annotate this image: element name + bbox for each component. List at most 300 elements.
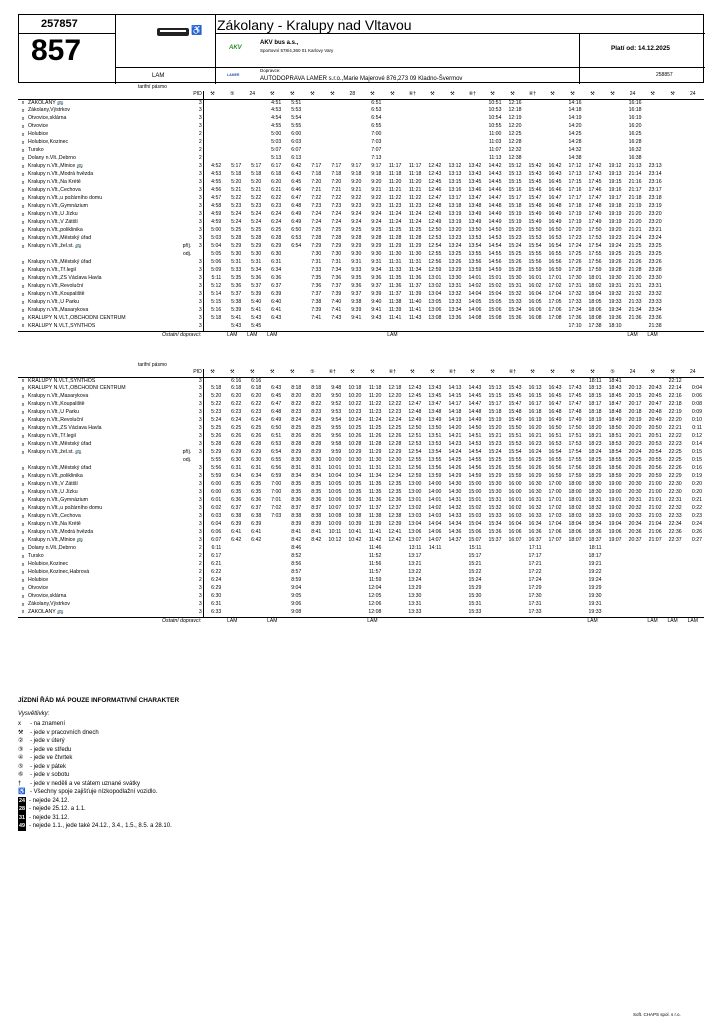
departure-time: 5:07	[271, 147, 282, 154]
departure-time: 22:29	[668, 473, 682, 480]
departure-time: 14:31	[448, 497, 462, 504]
departure-time: 16:18	[528, 409, 542, 416]
departure-time	[503, 593, 523, 601]
departure-time: 18:20	[588, 425, 602, 432]
departure-time: 18:36	[588, 529, 602, 536]
arr-dep-label	[163, 609, 193, 617]
on-request-mark: x	[21, 569, 25, 576]
departure-time: 15:54	[528, 243, 542, 250]
departure-time: 19:16	[608, 187, 622, 194]
departure-time	[543, 147, 563, 155]
departure-time: 5:22	[251, 195, 262, 202]
departure-time: 6:36	[251, 497, 262, 504]
departure-time	[644, 561, 664, 569]
on-request-mark: x	[21, 187, 25, 194]
on-request-mark: x	[21, 299, 25, 306]
departure-time: 17:33	[528, 609, 542, 616]
departure-time	[483, 609, 503, 617]
departure-time: 23:21	[648, 227, 662, 234]
departure-time: 11:03	[488, 139, 502, 146]
departure-time: 7:30	[311, 251, 322, 258]
departure-time: 11:52	[368, 553, 382, 560]
departure-time	[383, 577, 403, 585]
departure-time: 10:00	[328, 457, 342, 464]
carrier-code	[323, 617, 343, 625]
carrier-code	[604, 617, 624, 625]
stop-name: KRALUPY N.VLT.,SYNTHOS	[28, 323, 96, 330]
stop-name: Kralupy n.Vlt.,u požárního domu	[28, 505, 103, 512]
departure-time: 5:18	[231, 171, 242, 178]
stop-name: Kralupy n.Vlt.,u požárního domu	[28, 195, 103, 202]
departure-time	[644, 147, 664, 155]
departure-time	[483, 377, 503, 385]
departure-time: 6:34	[251, 473, 262, 480]
departure-time: 6:49	[271, 417, 282, 424]
departure-time: 17:25	[568, 251, 582, 258]
departure-time: 15:33	[468, 609, 482, 616]
column-note: ⚒	[423, 91, 443, 99]
carrier-code	[543, 331, 563, 339]
departure-time: 10:09	[328, 521, 342, 528]
departure-time: 15:42	[528, 163, 542, 170]
departure-time: 21:33	[628, 299, 642, 306]
departure-time	[323, 147, 343, 155]
departure-time: 11:22	[368, 401, 382, 408]
departure-time	[223, 115, 243, 123]
departure-time: 16:29	[528, 473, 542, 480]
departure-time: 15:04	[468, 521, 482, 528]
departure-time: 7:39	[331, 291, 342, 298]
departure-time: 18:34	[588, 521, 602, 528]
stop-name: Kralupy n.Vlt.,žel.st. 🚌	[28, 243, 82, 250]
departure-time	[503, 569, 523, 577]
departure-time: 11:36	[368, 497, 382, 504]
departure-time	[604, 147, 624, 155]
departure-time: 11:28	[368, 441, 382, 448]
column-note: ⚒	[283, 91, 303, 99]
departure-time	[664, 315, 684, 323]
arr-dep-label	[163, 315, 193, 323]
departure-time: 9:06	[291, 601, 302, 608]
departure-time	[644, 609, 664, 617]
departure-time: 20:30	[628, 481, 642, 488]
departure-time: 11:42	[368, 537, 382, 544]
departure-time: 8:18	[311, 385, 322, 392]
departure-time: 14:55	[468, 457, 482, 464]
departure-time	[443, 147, 463, 155]
departure-time: 15:25	[508, 251, 522, 258]
column-note: ⑥†	[383, 369, 403, 377]
departure-time: 6:35	[251, 489, 262, 496]
carrier-code	[363, 331, 383, 339]
departure-time: 14:07	[428, 537, 442, 544]
departure-time: 12:18	[508, 107, 522, 114]
column-note: ⑥†	[523, 91, 543, 99]
departure-time: 6:06	[211, 529, 222, 536]
departure-time: 13:50	[468, 227, 482, 234]
departure-time: 21:16	[628, 179, 642, 186]
departure-time	[644, 545, 664, 553]
departure-time: 13:13	[448, 171, 462, 178]
departure-time: 16:49	[548, 219, 562, 226]
departure-time: 21:32	[628, 291, 642, 298]
departure-time: 0:15	[691, 457, 702, 464]
column-note: ⚒	[443, 91, 463, 99]
departure-time: 16:28	[628, 139, 642, 146]
departure-time: 16:02	[528, 283, 542, 290]
on-request-mark: x	[21, 377, 25, 384]
departure-time	[684, 243, 704, 251]
tariff-zone: 3	[193, 99, 203, 107]
departure-time: 15:34	[488, 521, 502, 528]
departure-time: 14:50	[488, 227, 502, 234]
departure-time: 6:30	[271, 251, 282, 258]
departure-time: 6:51	[271, 433, 282, 440]
departure-time: 11:31	[368, 465, 382, 472]
departure-time: 10:28	[348, 441, 362, 448]
departure-time: 12:42	[428, 163, 442, 170]
departure-time: 15:05	[488, 299, 502, 306]
departure-time: 6:53	[271, 441, 282, 448]
departure-time: 11:57	[368, 569, 382, 576]
departure-time: 6:41	[251, 529, 262, 536]
departure-time: 21:34	[628, 307, 642, 314]
departure-time: 11:29	[368, 449, 382, 456]
departure-time	[543, 107, 563, 115]
departure-time: 21:00	[648, 489, 662, 496]
departure-time: 14:55	[488, 251, 502, 258]
departure-time: 11:59	[368, 577, 382, 584]
departure-time	[323, 131, 343, 139]
carrier-code	[523, 617, 543, 625]
departure-time: 15:23	[508, 235, 522, 242]
departure-time	[463, 107, 483, 115]
departure-time: 12:47	[408, 401, 422, 408]
stop-name	[28, 251, 163, 259]
header-blank	[28, 91, 163, 99]
departure-time: 15:32	[508, 291, 522, 298]
departure-time: 17:18	[568, 203, 582, 210]
departure-time	[664, 227, 684, 235]
departure-time: 18:00	[568, 481, 582, 488]
departure-time: 5:09	[211, 267, 222, 274]
departure-time	[343, 585, 363, 593]
departure-time: 15:26	[488, 465, 502, 472]
column-note: ⚒	[363, 369, 383, 377]
departure-time: 20:34	[628, 521, 642, 528]
departure-time: 14:36	[448, 529, 462, 536]
departure-time: 6:21	[211, 561, 222, 568]
departure-time: 18:06	[568, 529, 582, 536]
departure-time: 15:59	[528, 267, 542, 274]
departure-time: 15:23	[488, 441, 502, 448]
departure-time: 21:14	[628, 171, 642, 178]
departure-time: 6:47	[291, 195, 302, 202]
on-request-mark: x	[21, 307, 25, 314]
departure-time	[543, 577, 563, 585]
departure-time: 17:19	[568, 211, 582, 218]
on-request-mark: x	[21, 115, 25, 122]
departure-time: 10:20	[348, 393, 362, 400]
departure-time	[223, 131, 243, 139]
departure-time: 13:02	[408, 505, 422, 512]
departure-time: 12:48	[428, 203, 442, 210]
departure-time: 5:37	[251, 283, 262, 290]
departure-time: 15:51	[508, 433, 522, 440]
departure-time	[443, 577, 463, 585]
departure-time: 15:50	[508, 425, 522, 432]
departure-time: 15:49	[528, 219, 542, 226]
departure-time: 6:39	[251, 521, 262, 528]
departure-time: 20:13	[628, 385, 642, 392]
departure-time: 17:17	[568, 195, 582, 202]
departure-time: 4:59	[211, 211, 222, 218]
departure-time: 7:28	[331, 235, 342, 242]
departure-time	[604, 561, 624, 569]
departure-time: 13:53	[428, 441, 442, 448]
departure-time: 16:55	[548, 457, 562, 464]
departure-time: 14:49	[468, 417, 482, 424]
departure-time: 11:41	[408, 307, 422, 314]
carrier-code	[564, 331, 584, 339]
departure-time	[523, 107, 543, 115]
stop-name: Kralupy n.Vlt.,ZŠ Václava Havla	[28, 425, 102, 432]
departure-time: 6:43	[271, 385, 282, 392]
departure-time	[223, 577, 243, 585]
timetable-kralupy-zakolany	[18, 369, 704, 625]
legend-item	[18, 746, 418, 755]
column-note: ⚒	[263, 369, 283, 377]
on-request-mark: x	[21, 283, 25, 290]
departure-time: 9:35	[351, 275, 362, 282]
departure-time: 18:19	[588, 417, 602, 424]
departure-time: 15:49	[508, 417, 522, 424]
departure-time: 18:11	[588, 545, 602, 552]
departure-time	[343, 99, 363, 107]
departure-time: 6:39	[231, 521, 242, 528]
stop-name: Otvovice	[28, 123, 49, 130]
departure-time: 20:55	[648, 457, 662, 464]
departure-time: 4:55	[271, 123, 282, 130]
departure-time: 23:26	[648, 259, 662, 266]
departure-time: 16:17	[528, 401, 542, 408]
tariff-zone: 3	[193, 179, 203, 187]
valid-from: Platí od: 14.12.2025	[611, 45, 670, 52]
departure-time	[543, 561, 563, 569]
departure-time: 14:38	[568, 155, 582, 162]
departure-time	[243, 139, 263, 147]
departure-time: 5:20	[211, 393, 222, 400]
departure-time: 21:25	[628, 251, 642, 258]
departure-time: 8:41	[291, 529, 302, 536]
departure-time	[624, 377, 644, 385]
column-note: ⚒	[263, 91, 283, 99]
departure-time: 0:09	[691, 409, 702, 416]
departure-time: 15:13	[508, 171, 522, 178]
departure-time: 8:57	[291, 569, 302, 576]
departure-time	[684, 601, 704, 609]
departure-time	[463, 123, 483, 131]
arr-dep-label	[163, 179, 193, 187]
tariff-zone: 3	[193, 219, 203, 227]
departure-time: 15:55	[508, 457, 522, 464]
column-note: 28	[343, 91, 363, 99]
legend-text: - Všechny spoje zajišťuje nízkopodlažní vozidlo.	[30, 789, 158, 795]
departure-time: 0:04	[691, 385, 702, 392]
carrier-code: LAM	[584, 617, 604, 625]
departure-time	[403, 99, 423, 107]
departure-time	[403, 131, 423, 139]
stop-name: Holubice,Kozinec	[28, 139, 69, 146]
departure-time	[564, 553, 584, 561]
departure-time: 12:49	[408, 417, 422, 424]
departure-time: 8:34	[291, 473, 302, 480]
on-request-mark: x	[21, 275, 25, 282]
departure-time: 18:41	[608, 377, 622, 384]
on-request-mark: x	[21, 545, 25, 552]
departure-time	[383, 123, 403, 131]
departure-time	[443, 609, 463, 617]
departure-time	[443, 115, 463, 123]
departure-time: 23:31	[648, 283, 662, 290]
departure-time	[323, 593, 343, 601]
departure-time: 9:48	[331, 385, 342, 392]
departure-time: 10:35	[348, 489, 362, 496]
departure-time: 8:35	[291, 489, 302, 496]
departure-time: 9:58	[331, 441, 342, 448]
stop-name: Kralupy n.Vlt.,Tř.legií	[28, 267, 77, 274]
stop-name: Kralupy n.Vlt.,Minice 🚌	[28, 163, 84, 170]
departure-time: 18:45	[608, 393, 622, 400]
departure-time: 10:55	[488, 123, 502, 130]
departure-time: 16:21	[528, 433, 542, 440]
departure-time: 21:38	[648, 323, 662, 330]
departure-time: 12:05	[368, 593, 382, 600]
departure-time	[664, 307, 684, 315]
departure-time: 6:29	[251, 449, 262, 456]
departure-time	[684, 585, 704, 593]
departure-time: 6:23	[251, 409, 262, 416]
departure-time: 6:35	[231, 481, 242, 488]
departure-time: 9:31	[371, 259, 382, 266]
carrier-label: Ostatní dopravci:	[28, 331, 203, 339]
tariff-zone: 3	[193, 227, 203, 235]
departure-time: 18:49	[608, 417, 622, 424]
departure-time: 20:43	[648, 385, 662, 392]
on-request-mark: x	[21, 529, 25, 536]
departure-time	[223, 553, 243, 561]
departure-time	[684, 577, 704, 585]
departure-time: 16:24	[528, 449, 542, 456]
departure-time: 12:56	[428, 259, 442, 266]
departure-time	[323, 577, 343, 585]
departure-time	[664, 251, 684, 259]
stop-name: Kralupy n.Vlt.,Koupaliště	[28, 291, 85, 298]
departure-time: 19:32	[608, 291, 622, 298]
stop-name: Kralupy n.Vlt.,Gymnázium	[28, 203, 88, 210]
departure-time: 4:52	[211, 163, 222, 170]
departure-time: 17:48	[568, 409, 582, 416]
departure-time: 15:56	[528, 259, 542, 266]
departure-time: 6:48	[271, 409, 282, 416]
departure-time	[644, 601, 664, 609]
departure-time: 6:39	[271, 291, 282, 298]
departure-time	[604, 609, 624, 617]
departure-time: 17:10	[568, 323, 582, 330]
departure-time: 10:04	[328, 473, 342, 480]
departure-time	[403, 147, 423, 155]
departure-time: 15:01	[488, 275, 502, 282]
departure-time	[263, 377, 283, 385]
departure-time: 4:58	[211, 203, 222, 210]
departure-time	[604, 131, 624, 139]
departure-time: 6:25	[231, 425, 242, 432]
tariff-zone: 3	[193, 195, 203, 203]
tariff-zone: 3	[193, 481, 203, 489]
departure-time: 10:07	[328, 505, 342, 512]
departure-time: 13:33	[448, 299, 462, 306]
carrier-code: LAM	[644, 331, 664, 339]
arr-dep-label	[163, 465, 193, 473]
departure-time: 18:48	[608, 409, 622, 416]
legend-text: - nejede 25.12. a 1.1.	[29, 806, 86, 812]
stop-name: Kralupy n.Vlt.,U Jízku	[28, 211, 78, 218]
arr-dep-label	[163, 377, 193, 385]
departure-time: 17:15	[568, 179, 582, 186]
departure-time: 6:33	[211, 609, 222, 616]
departure-time: 14:42	[488, 163, 502, 170]
departure-time	[664, 211, 684, 219]
departure-time: 17:49	[568, 417, 582, 424]
departure-time	[543, 545, 563, 553]
arr-dep-label	[163, 481, 193, 489]
bottom-zone-title: tarifní pásmo	[138, 362, 167, 368]
departure-time: 11:24	[408, 211, 422, 218]
departure-time: 8:24	[291, 417, 302, 424]
departure-time	[343, 123, 363, 131]
departure-time	[503, 553, 523, 561]
departure-time: 15:25	[488, 457, 502, 464]
departure-time: 12:31	[388, 465, 402, 472]
departure-time: 19:19	[608, 211, 622, 218]
departure-time: 14:01	[468, 275, 482, 282]
departure-time: 14:53	[468, 441, 482, 448]
arr-dep-label	[163, 131, 193, 139]
departure-time	[624, 601, 644, 609]
legend-text: - jede v neděli a ve státem uznané svátky	[30, 780, 141, 787]
departure-time: 18:21	[588, 433, 602, 440]
departure-time	[343, 115, 363, 123]
departure-time	[584, 107, 604, 115]
carrier-code	[383, 617, 403, 625]
departure-time: 22:25	[668, 449, 682, 456]
departure-time: 11:22	[408, 195, 422, 202]
departure-time: 7:18	[311, 171, 322, 178]
departure-time: 5:36	[251, 275, 262, 282]
departure-time	[403, 115, 423, 123]
departure-time: 18:43	[608, 385, 622, 392]
departure-time	[443, 131, 463, 139]
departure-time: 17:08	[548, 315, 562, 322]
departure-time: 11:17	[388, 163, 402, 170]
departure-time: 11:37	[408, 283, 422, 290]
departure-time	[203, 107, 223, 115]
departure-time: 13:51	[428, 433, 442, 440]
departure-time: 11:43	[408, 315, 422, 322]
departure-time	[303, 115, 323, 123]
departure-time: 0:10	[691, 417, 702, 424]
departure-time: 7:21	[311, 187, 322, 194]
